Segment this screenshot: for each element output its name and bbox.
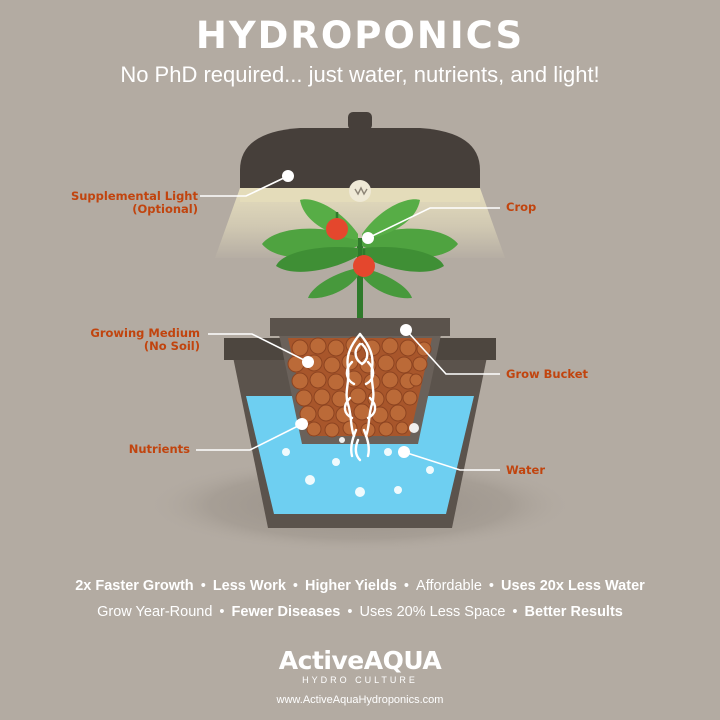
benefit-item: Better Results <box>524 604 623 620</box>
page-subtitle: No PhD required... just water, nutrients, and light! <box>120 62 600 87</box>
callout-dot-medium <box>302 356 314 368</box>
benefit-separator: • <box>215 604 229 620</box>
benefit-item: Uses 20x Less Water <box>501 578 645 594</box>
fruit-top <box>326 218 348 240</box>
label-water-text: Water <box>506 463 546 477</box>
benefit-item: Affordable <box>416 578 482 594</box>
label-growing-medium-line2: (No Soil) <box>143 339 200 353</box>
logo-tagline: HYDRO CULTURE <box>302 675 418 685</box>
benefit-item: Higher Yields <box>305 578 397 594</box>
logo-name-part1: Active <box>278 646 364 675</box>
label-grow-bucket-text: Grow Bucket <box>506 367 589 381</box>
label-supplemental-light-line1: Supplemental Light <box>70 189 198 203</box>
label-nutrients-text: Nutrients <box>128 442 190 456</box>
page-title: HYDROPONICS <box>195 14 525 57</box>
benefit-item: Less Work <box>212 578 286 594</box>
benefit-separator: • <box>343 604 357 620</box>
benefit-item: Fewer Diseases <box>231 604 341 620</box>
label-water <box>506 464 545 477</box>
leaf-lower-left <box>308 268 358 298</box>
callout-dot-bucket <box>400 324 412 336</box>
label-supplemental-light-line2: (Optional) <box>132 202 198 216</box>
callout-dot-light <box>282 170 294 182</box>
label-supplemental-light <box>60 190 198 216</box>
label-growing-medium-line1: Growing Medium <box>90 326 200 340</box>
benefits-line-1 <box>0 578 720 594</box>
logo-name-part2: AQUA <box>363 646 442 675</box>
callout-dot-water <box>398 446 410 458</box>
logo-name <box>0 648 720 674</box>
fruit-bottom <box>353 255 375 277</box>
benefit-item: Grow Year-Round <box>97 604 213 620</box>
light-hood <box>240 128 480 188</box>
label-nutrients <box>60 443 190 456</box>
benefit-separator: • <box>288 578 303 594</box>
benefit-separator: • <box>508 604 522 620</box>
benefit-separator: • <box>399 578 414 594</box>
label-grow-bucket <box>506 368 588 381</box>
callout-dot-nutrients <box>296 418 308 430</box>
label-crop-text: Crop <box>506 200 537 214</box>
label-growing-medium <box>58 327 200 353</box>
benefit-item: Uses 20% Less Space <box>359 604 506 620</box>
brand-logo <box>0 648 720 706</box>
benefit-separator: • <box>484 578 499 594</box>
benefit-item: 2x Faster Growth <box>75 578 194 594</box>
benefit-separator: • <box>196 578 210 594</box>
label-crop <box>506 201 536 214</box>
hood-stem <box>348 112 372 130</box>
logo-url[interactable]: www.ActiveAquaHydroponics.com <box>276 694 444 706</box>
callout-dot-crop <box>362 232 374 244</box>
benefits-line-2 <box>0 604 720 620</box>
